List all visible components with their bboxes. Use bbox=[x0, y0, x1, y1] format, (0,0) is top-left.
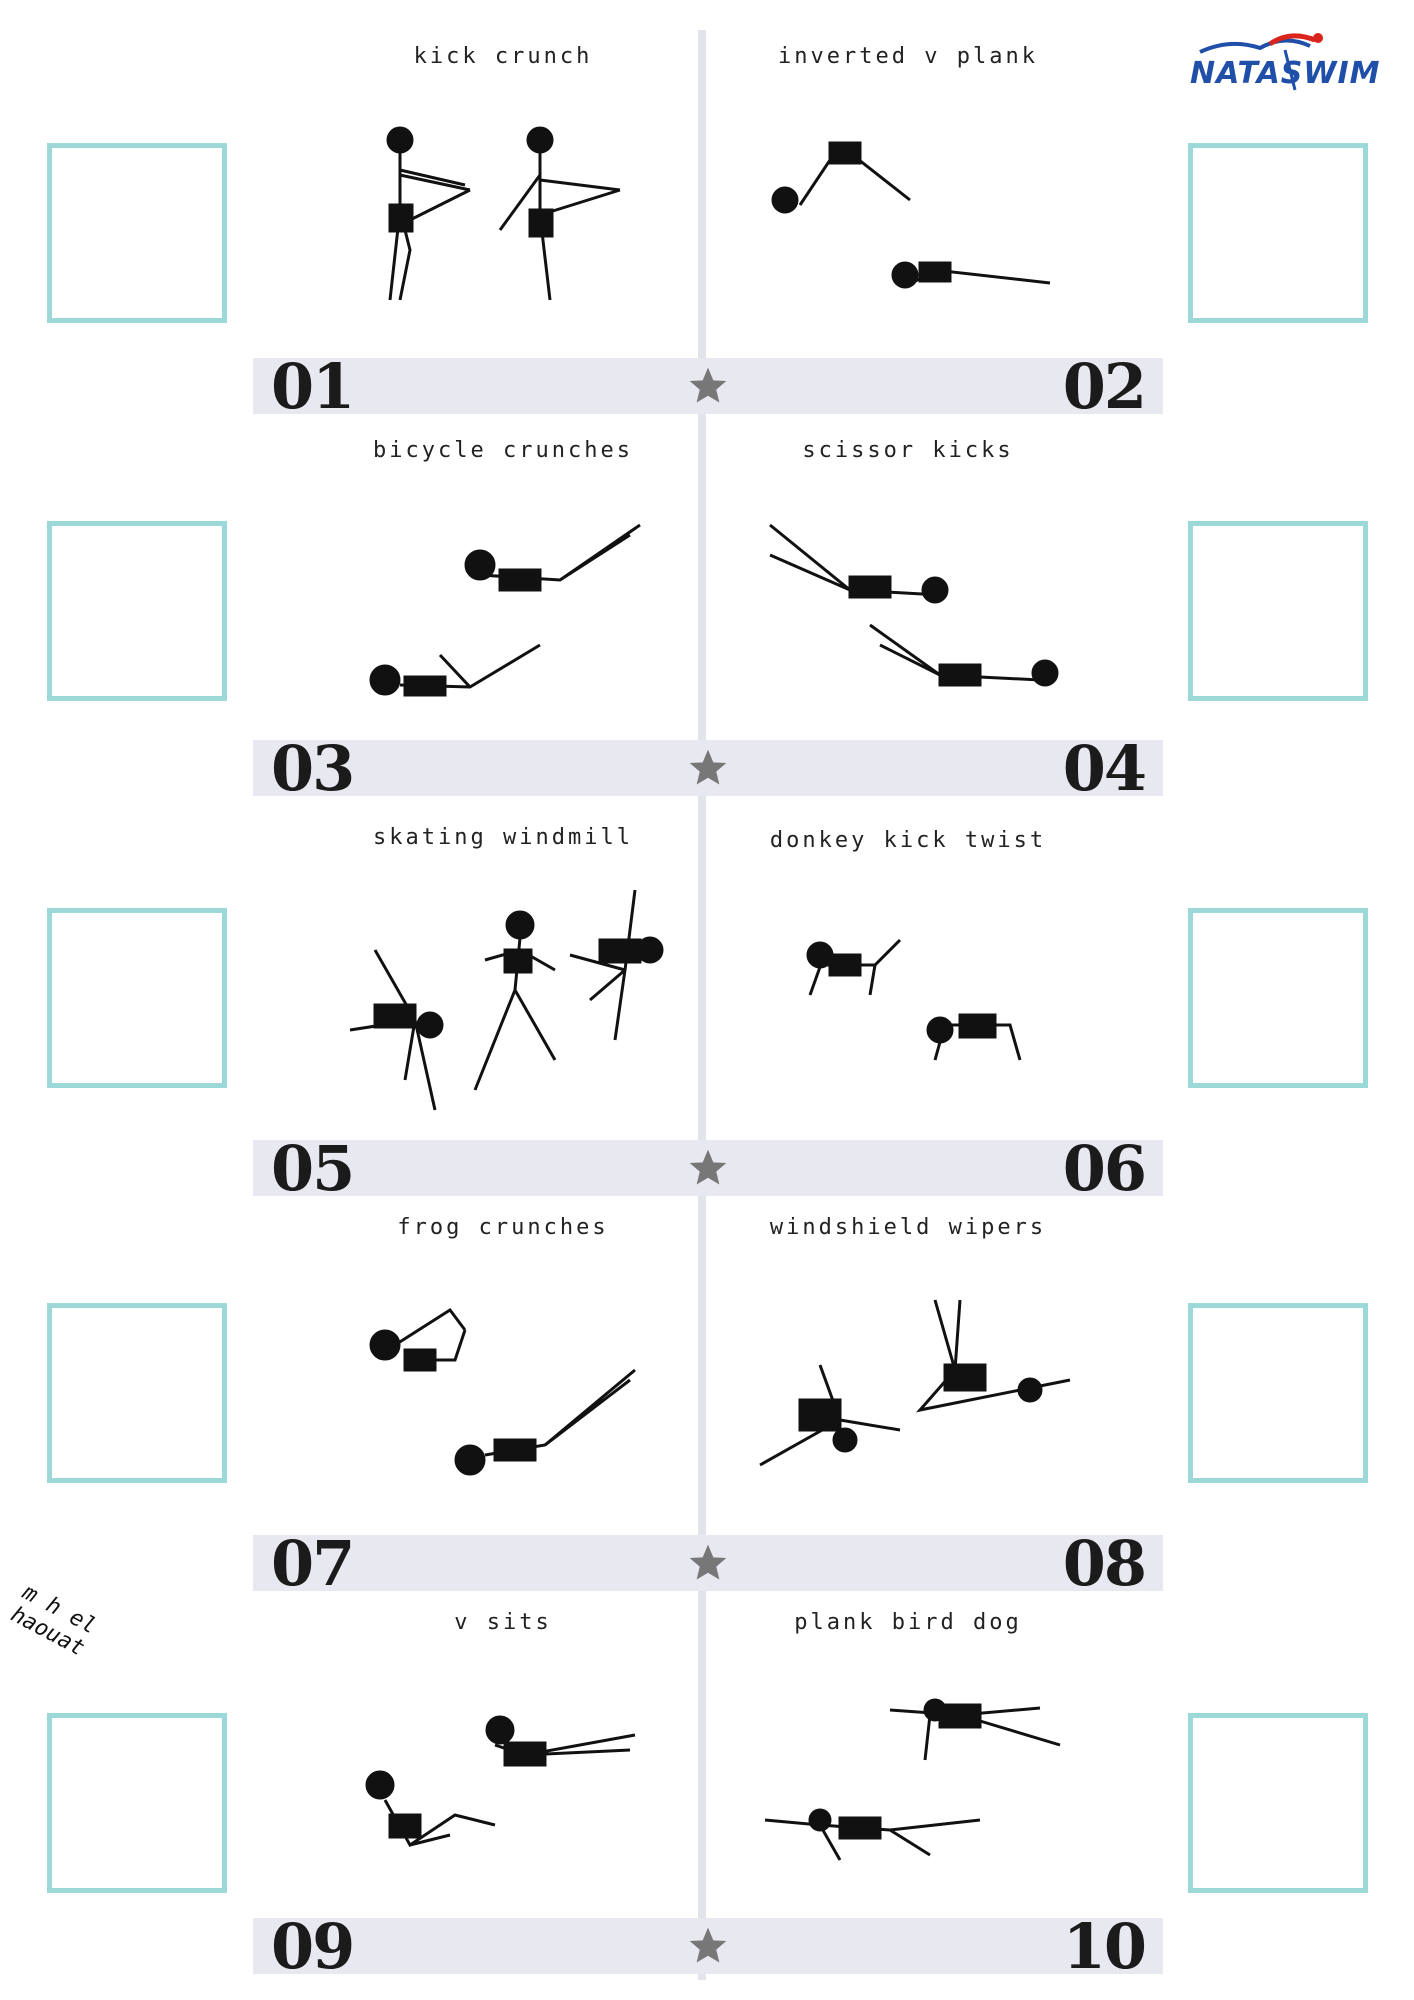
star-icon bbox=[686, 1146, 730, 1190]
star-icon bbox=[686, 1541, 730, 1585]
number-band-row-5 bbox=[253, 1910, 1163, 1983]
exercise-number-06: 06 bbox=[1062, 1132, 1145, 1205]
exercise-title-09: v sits bbox=[454, 1610, 552, 1635]
v-sits-illustration bbox=[365, 1705, 655, 1865]
star-icon bbox=[686, 364, 730, 408]
exercise-number-01: 01 bbox=[271, 350, 354, 423]
logo-text: NATASWIM bbox=[1190, 56, 1381, 91]
exercise-number-07: 07 bbox=[271, 1527, 354, 1600]
kick-crunch-illustration bbox=[370, 120, 650, 320]
plank-bird-dog-illustration bbox=[760, 1690, 1080, 1880]
number-band-row-4 bbox=[253, 1527, 1163, 1600]
exercise-number-10: 10 bbox=[1062, 1910, 1145, 1983]
exercise-title-06: donkey kick twist bbox=[769, 828, 1047, 853]
checkbox-02[interactable] bbox=[1188, 143, 1368, 323]
exercise-title-05: skating windmill bbox=[373, 825, 633, 850]
number-band-row-3 bbox=[253, 1132, 1163, 1205]
checkbox-07[interactable] bbox=[47, 1303, 227, 1483]
exercise-title-04: scissor kicks bbox=[802, 438, 1014, 463]
checkbox-08[interactable] bbox=[1188, 1303, 1368, 1483]
star-icon bbox=[686, 746, 730, 790]
checkbox-06[interactable] bbox=[1188, 908, 1368, 1088]
skating-windmill-illustration bbox=[335, 880, 675, 1120]
donkey-kick-twist-illustration bbox=[790, 935, 1050, 1085]
exercise-number-02: 02 bbox=[1062, 350, 1145, 423]
checkbox-04[interactable] bbox=[1188, 521, 1368, 701]
exercise-title-01: kick crunch bbox=[413, 44, 593, 69]
star-icon bbox=[686, 1924, 730, 1968]
brand-logo bbox=[1190, 30, 1381, 100]
center-divider bbox=[698, 30, 706, 1980]
checkbox-05[interactable] bbox=[47, 908, 227, 1088]
exercise-number-05: 05 bbox=[271, 1132, 354, 1205]
checkbox-03[interactable] bbox=[47, 521, 227, 701]
exercise-title-07: frog crunches bbox=[397, 1215, 609, 1240]
number-band-row-2 bbox=[253, 732, 1163, 805]
checkbox-01[interactable] bbox=[47, 143, 227, 323]
exercise-title-03: bicycle crunches bbox=[373, 438, 633, 463]
inverted-v-plank-illustration bbox=[760, 135, 1060, 305]
bicycle-crunches-illustration bbox=[360, 515, 660, 705]
checkbox-10[interactable] bbox=[1188, 1713, 1368, 1893]
frog-crunches-illustration bbox=[365, 1300, 655, 1490]
exercise-title-08: windshield wipers bbox=[769, 1215, 1047, 1240]
windshield-wipers-illustration bbox=[750, 1290, 1080, 1490]
number-band-row-1 bbox=[253, 350, 1163, 423]
checkbox-09[interactable] bbox=[47, 1713, 227, 1893]
exercise-number-08: 08 bbox=[1062, 1527, 1145, 1600]
handwritten-signature: m h el haouat bbox=[6, 1580, 101, 1662]
exercise-title-02: inverted v plank bbox=[778, 44, 1038, 69]
scissor-kicks-illustration bbox=[760, 515, 1070, 705]
exercise-number-09: 09 bbox=[271, 1910, 354, 1983]
exercise-number-03: 03 bbox=[271, 732, 354, 805]
exercise-title-10: plank bird dog bbox=[794, 1610, 1022, 1635]
exercise-number-04: 04 bbox=[1062, 732, 1145, 805]
